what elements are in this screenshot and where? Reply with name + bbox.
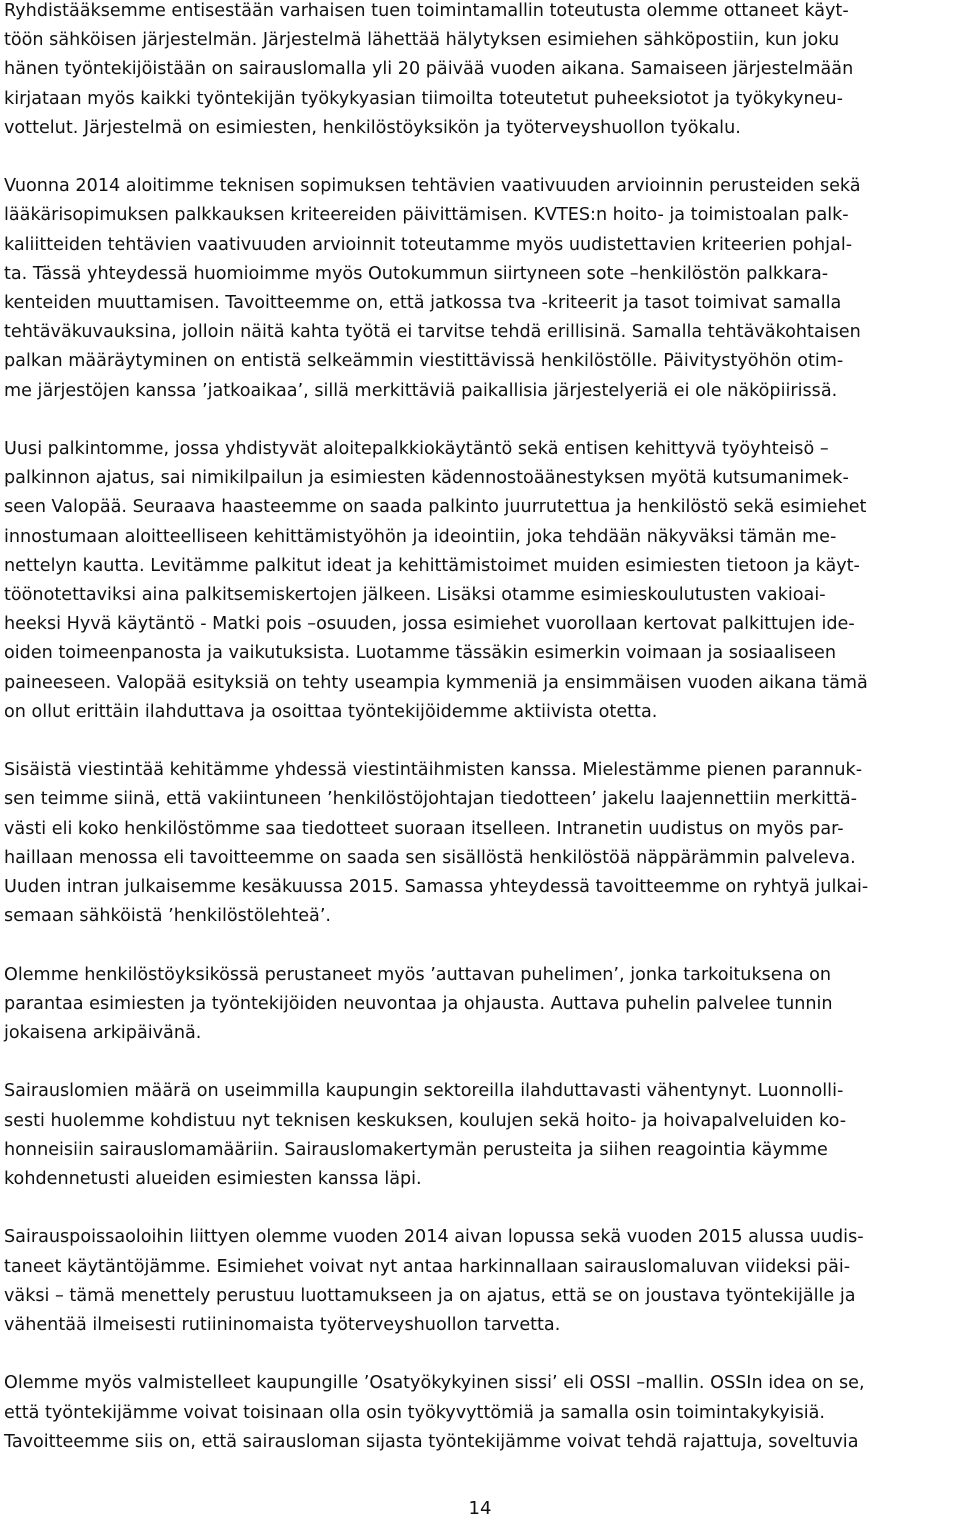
text-line: on ollut erittäin ilahduttava ja osoittaa työntekijöidemme aktiivista otetta.	[4, 701, 658, 722]
text-line: väksi – tämä menettely perustuu luottamukseen ja on ajatus, että se on joustava työntekijälle ja	[4, 1285, 856, 1306]
text-line: hänen työntekijöistään on sairauslomalla yli 20 päivää vuoden aikana. Samaiseen järjestelmään	[4, 59, 854, 80]
text-line: kaliitteiden tehtävien vaativuuden arvioinnit toteutamme myös uudistettavien kriteerien pohjal-	[4, 234, 853, 255]
text-line: Ryhdistääksemme entisestään varhaisen tuen toimintamallin toteutusta olemme ottaneet käyt-	[4, 1, 849, 21]
text-line: heeksi Hyvä käytäntö - Matki pois –osuuden, jossa esimiehet vuorollaan kertovat palkittujen ide-	[4, 614, 855, 635]
text-line: honneisiin sairauslomamääriin. Sairauslomakertymän perusteita ja siihen reagointia käymme	[4, 1139, 828, 1160]
text-line: Vuonna 2014 aloitimme teknisen sopimuksen tehtävien vaativuuden arvioinnin perusteiden sekä	[4, 176, 861, 197]
text-line: Olemme myös valmistelleet kaupungille ’Osatyökykyinen sissi’ eli OSSI –mallin. OSSIn idea on se,	[4, 1373, 865, 1394]
text-line: taneet käytäntöjämme. Esimiehet voivat nyt antaa harkinnallaan sairauslomaluvan viideksi päi-	[4, 1256, 851, 1277]
text-line: nettelyn kautta. Levitämme palkitut ideat ja kehittämistoimet muiden esimiesten tietoon ja käyt-	[4, 555, 860, 576]
text-line: sen teimme siinä, että vakiintuneen ’henkilöstöjohtajan tiedotteen’ jakelu laajennettiin merkittä-	[4, 789, 857, 810]
text-line: Sairauspoissaoloihin liittyen olemme vuoden 2014 aivan lopussa sekä vuoden 2015 alussa uudis-	[4, 1227, 864, 1248]
paragraph-ossi-model	[4, 1369, 958, 1457]
text-line: Uusi palkintomme, jossa yhdistyvät aloitepalkkiokäytäntö sekä entisen kehittyvä työyhteisö –	[4, 439, 829, 460]
paragraph-gap	[4, 1048, 958, 1077]
text-line: oiden toimeenpanosta ja vaikutuksista. Luotamme tässäkin esimerkin voimaan ja sosiaaliseen	[4, 643, 836, 664]
text-line: töön sähköisen järjestelmän. Järjestelmä lähettää hälytyksen esimiehen sähköpostiin, kun joku	[4, 30, 840, 51]
paragraph-early-support	[4, 0, 958, 143]
text-line: ta. Tässä yhteydessä huomioimme myös Outokummun siirtyneen sote –henkilöstön palkkara-	[4, 263, 829, 284]
text-line: että työntekijämme voivat toisinaan olla osin työkyvyttömiä ja samalla osin toimintakykyisiä.	[4, 1402, 826, 1423]
paragraph-gap	[4, 931, 958, 960]
paragraph-valopaa-award	[4, 435, 958, 727]
paragraph-absence-practices	[4, 1223, 958, 1340]
paragraph-sick-leave	[4, 1077, 958, 1194]
text-line: semaan sähköistä ’henkilöstölehteä’.	[4, 906, 332, 927]
text-line: seen Valopää. Seuraava haasteemme on saada palkinto juurrutettua ja henkilöstö sekä esimiehet	[4, 497, 867, 518]
paragraph-gap	[4, 727, 958, 756]
text-line: Sairauslomien määrä on useimmilla kaupungin sektoreilla ilahduttavasti vähentynyt. Luonnolli-	[4, 1081, 844, 1102]
text-line: paineeseen. Valopää esityksiä on tehty useampia kymmeniä ja ensimmäisen vuoden aikana tämä	[4, 672, 868, 693]
text-line: Tavoitteemme siis on, että sairausloman sijasta työntekijämme voivat tehdä rajattuja, soveltuvia	[4, 1431, 859, 1452]
text-line: jokaisena arkipäivänä.	[4, 1023, 202, 1044]
paragraph-gap	[4, 143, 958, 172]
paragraph-gap	[4, 1194, 958, 1223]
text-line: me järjestöjen kanssa ’jatkoaikaa’, sillä merkittäviä paikallisia järjestelyeriä ei ole näköpiirissä.	[4, 380, 838, 401]
paragraph-job-evaluation	[4, 172, 958, 406]
text-line: palkinnon ajatus, sai nimikilpailun ja esimiesten kädennostoäänestyksen myötä kutsumanimek-	[4, 468, 849, 489]
text-line: kirjataan myös kaikki työntekijän työkykyasian tiimoilta toteutetut puheeksiotot ja työkykyneu-	[4, 88, 843, 109]
paragraph-gap	[4, 1340, 958, 1369]
text-line: västi eli koko henkilöstömme saa tiedotteet suoraan itselleen. Intranetin uudistus on myös par-	[4, 818, 844, 839]
page-number: 14	[468, 1498, 492, 1519]
text-line: Sisäistä viestintää kehitämme yhdessä viestintäihmisten kanssa. Mielestämme pienen parannuk-	[4, 760, 863, 781]
paragraph-help-phone	[4, 961, 958, 1049]
text-line: lääkärisopimuksen palkkauksen kriteereiden päivittämisen. KVTES:n hoito- ja toimistoalan palk-	[4, 205, 849, 226]
text-line: vähentää ilmeisesti rutiininomaista työterveyshuollon tarvetta.	[4, 1315, 561, 1336]
text-line: kenteiden muuttamisen. Tavoitteemme on, että jatkossa tva -kriteerit ja tasot toimivat samalla	[4, 293, 842, 314]
text-line: palkan määräytyminen on entistä selkeämmin viestittävissä henkilöstölle. Päivitystyöhön otim-	[4, 351, 844, 372]
text-line: sesti huolemme kohdistuu nyt teknisen keskuksen, koulujen sekä hoito- ja hoivapalveluiden ko-	[4, 1110, 847, 1131]
text-line: haillaan menossa eli tavoitteemme on saada sen sisällöstä henkilöstöä näppärämmin palveleva.	[4, 847, 856, 868]
text-line: töönotettaviksi aina palkitsemiskertojen jälkeen. Lisäksi otamme esimieskoulutusten vakioai-	[4, 585, 826, 606]
text-line: Uuden intran julkaisemme kesäkuussa 2015. Samassa yhteydessä tavoitteemme on ryhtyä julkai-	[4, 877, 869, 898]
text-line: parantaa esimiesten ja työntekijöiden neuvontaa ja ohjausta. Auttava puhelin palvelee tunnin	[4, 993, 833, 1014]
text-line: Olemme henkilöstöyksikössä perustaneet myös ’auttavan puhelimen’, jonka tarkoituksena on	[4, 964, 832, 985]
text-line: vottelut. Järjestelmä on esimiesten, henkilöstöyksikön ja työterveyshuollon työkalu.	[4, 117, 741, 138]
paragraph-gap	[4, 406, 958, 435]
text-line: tehtäväkuvauksina, jolloin näitä kahta työtä ei tarvitse tehdä erillisinä. Samalla tehtäväkohtaisen	[4, 322, 861, 343]
body-text	[4, 0, 958, 1457]
text-line: innostumaan aloitteelliseen kehittämistyöhön ja ideointiin, joka tehdään näkyväksi tämän me-	[4, 526, 837, 547]
text-line: kohdennetusti alueiden esimiesten kanssa läpi.	[4, 1169, 422, 1190]
paragraph-internal-communication	[4, 756, 958, 931]
